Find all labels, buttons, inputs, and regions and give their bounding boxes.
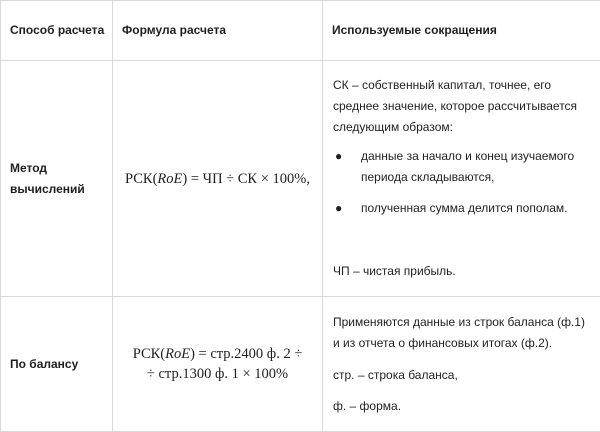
header-method (1, 1, 113, 61)
notes-paragraph: Применяются данные из строк баланса (ф.1) и из отчета о финансовых итогах (ф.2). (333, 312, 592, 354)
list-item-text: данные за начало и конец изучаемого периода складываются, (361, 149, 574, 184)
formula-prefix: РСК( (133, 346, 165, 362)
notes-cell (323, 297, 600, 432)
formula-line-1 (117, 344, 318, 364)
formula-italic: RoE (165, 346, 190, 362)
list-item (333, 146, 592, 188)
formula-cell (113, 297, 323, 432)
formula-italic: RoE (157, 171, 182, 187)
formula-cell (113, 61, 323, 297)
formula-line-2: ÷ стр.1300 ф. 1 × 100% (117, 364, 318, 384)
header-method-label: Способ расчета (10, 23, 104, 37)
method-name: По балансу (10, 357, 78, 371)
bullet-icon: ● (335, 146, 342, 167)
method-cell (1, 297, 113, 432)
table-row (1, 297, 600, 432)
header-abbreviations-label: Используемые сокращения (332, 23, 497, 37)
list-item-text: полученная сумма делится пополам. (361, 201, 567, 215)
notes-paragraph: стр. – строка баланса, (333, 365, 592, 386)
table-row (1, 61, 600, 297)
list-item (333, 198, 592, 219)
notes-intro: СК – собственный капитал, точнее, его среднее значение, которое рассчитывается следующим образом: (333, 75, 592, 138)
bullet-icon: ● (335, 198, 342, 219)
method-name: Метод вычислений (10, 161, 85, 196)
header-abbreviations (323, 1, 600, 61)
notes-bullet-list (333, 146, 592, 219)
header-formula (113, 1, 323, 61)
formula-prefix: РСК( (125, 171, 157, 187)
notes-paragraph: ф. – форма. (333, 396, 592, 417)
method-cell (1, 61, 113, 297)
formula-suffix: ) = ЧП ÷ СК × 100%, (182, 171, 310, 187)
formula-suffix: ) = стр.2400 ф. 2 ÷ (190, 346, 302, 362)
table-header-row (1, 1, 600, 61)
notes-footer: ЧП – чистая прибыль. (333, 261, 592, 282)
header-formula-label: Формула расчета (122, 23, 226, 37)
notes-cell (323, 61, 600, 297)
